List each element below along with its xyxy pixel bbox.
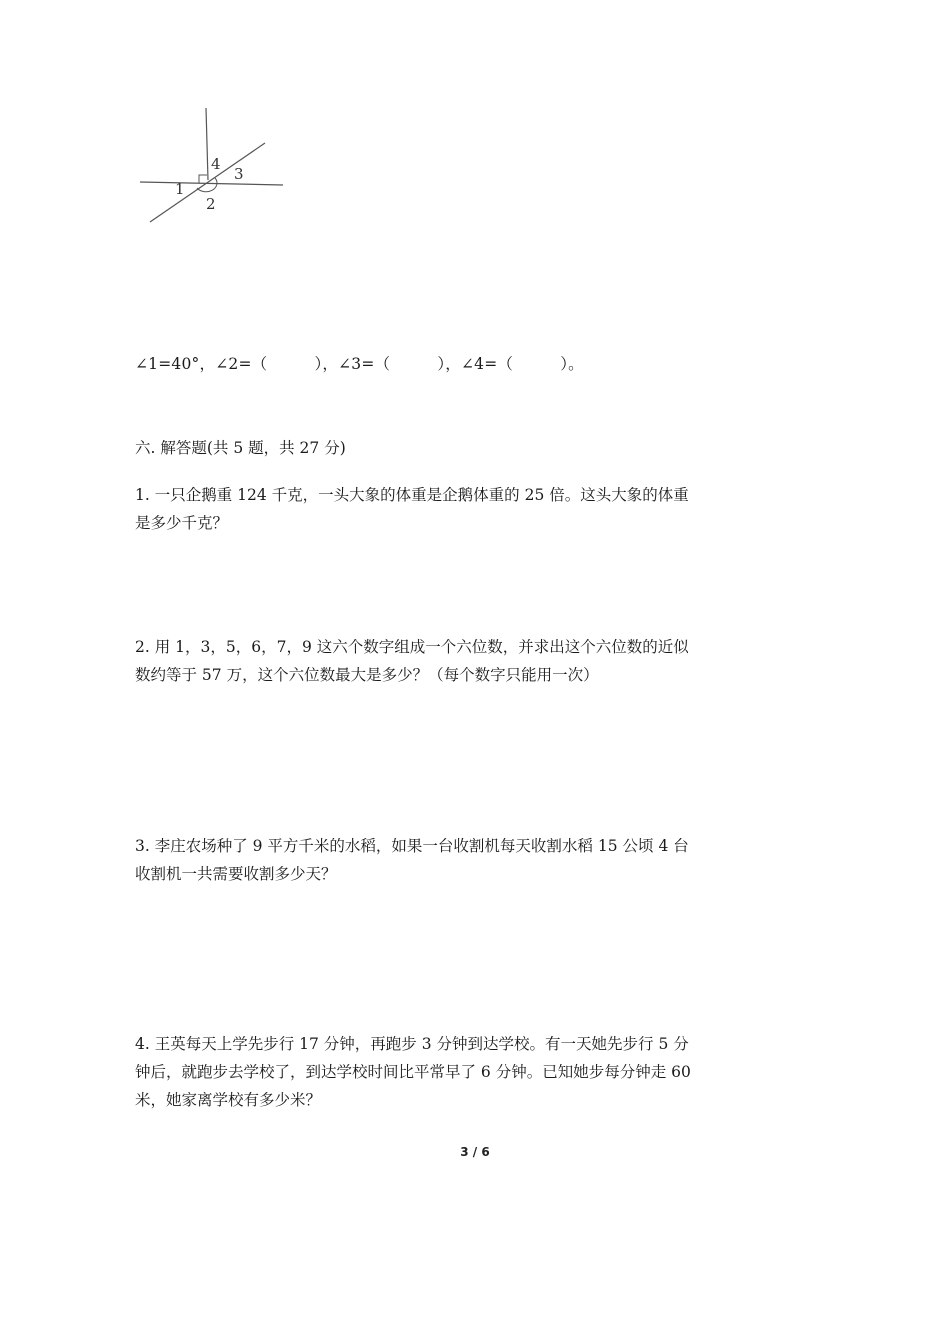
question-2 <box>135 633 755 689</box>
question-3 <box>135 832 755 888</box>
question-4 <box>135 1030 755 1114</box>
angle-label-3: 3 <box>234 165 244 183</box>
vertical-line <box>206 108 208 180</box>
horizontal-line <box>140 182 283 185</box>
question-1 <box>135 481 755 537</box>
angle-figure <box>135 100 295 230</box>
question-4-line-3: 米，她家离学校有多少米？ <box>135 1091 322 1109</box>
question-3-line-1: 3. 李庄农场种了 9 平方千米的水稻，如果一台收割机每天收割水稻 15 公顷 4 台 <box>135 837 689 855</box>
angle-answer-line: ∠1=40°，∠2=（ ），∠3=（ ），∠4=（ ）。 <box>135 355 584 373</box>
question-2-line-1: 2. 用 1，3，5，6，7，9 这六个数字组成一个六位数，并求出这个六位数的近似 <box>135 638 689 656</box>
angle-label-1: 1 <box>175 180 185 198</box>
angle-label-4: 4 <box>211 155 221 173</box>
intersecting-lines-diagram <box>135 100 295 230</box>
question-2-line-2: 数约等于 57 万，这个六位数最大是多少？（每个数字只能用一次） <box>135 666 599 684</box>
question-4-line-1: 4. 王英每天上学先步行 17 分钟，再跑步 3 分钟到达学校。有一天她先步行 5 分 <box>135 1035 689 1053</box>
question-1-line-1: 1. 一只企鹅重 124 千克，一头大象的体重是企鹅体重的 25 倍。这头大象的体重 <box>135 486 689 504</box>
question-3-line-2: 收割机一共需要收割多少天？ <box>135 865 337 883</box>
question-4-line-2: 钟后，就跑步去学校了，到达学校时间比平常早了 6 分钟。已知她步每分钟走 60 <box>135 1063 691 1081</box>
question-1-line-2: 是多少千克？ <box>135 514 229 532</box>
right-angle-marker <box>199 175 207 183</box>
angle-arc <box>197 178 217 192</box>
page-number: 3 / 6 <box>460 1145 490 1159</box>
angle-label-2: 2 <box>206 195 216 213</box>
section-title: 六. 解答题(共 5 题，共 27 分) <box>135 439 346 457</box>
